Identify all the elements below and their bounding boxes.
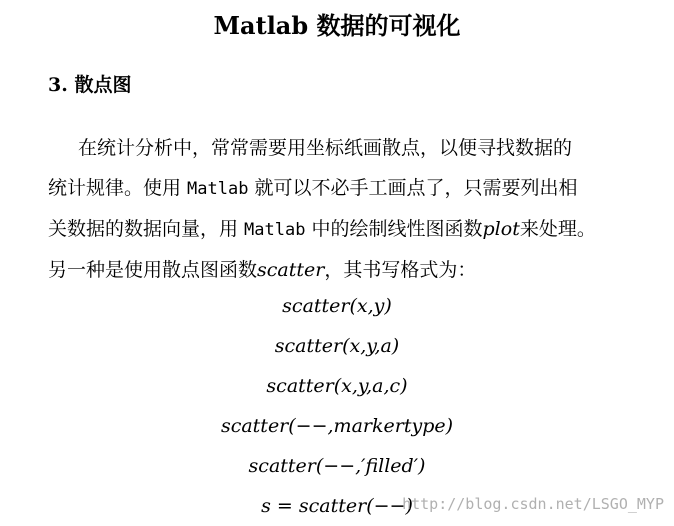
paragraph-line-1 [48,128,638,168]
document-title: Matlab 数据的可视化 [213,11,461,40]
paragraph-text: 来处理。 [519,218,596,240]
paragraph-text: 关数据的数据向量，用 [48,218,245,240]
formula-5: scatter(−−,′filled′) [248,455,426,477]
formula-1: scatter(x,y) [282,295,392,317]
formula-6: s = scatter(−−) [261,495,413,517]
formula-3: scatter(x,y,a,c) [266,375,408,397]
paragraph-line-3 [48,209,638,250]
paragraph-line-2 [48,168,638,209]
inline-math-scatter: scatter [257,259,325,281]
formula-list [0,286,674,526]
formula-2: scatter(x,y,a) [274,335,400,357]
paragraph-text: 另一种是使用散点图函数 [48,259,258,281]
paragraph-line-4 [48,250,638,290]
body-paragraph [48,128,638,290]
paragraph-text: 统计规律。使用 [48,177,188,199]
paragraph-text: ，其书写格式为： [324,259,477,281]
formula-4: scatter(−−,markertype) [220,415,454,437]
inline-math-plot: plot [482,218,520,240]
section-heading: 3. 散点图 [48,74,132,96]
paragraph-text: 就可以不必手工画点了，只需要列出相 [248,177,578,199]
paragraph-text: 在统计分析中，常常需要用坐标纸画散点，以便寻找数据的 [78,137,573,159]
inline-code-matlab: Matlab [187,179,249,199]
inline-code-matlab: Matlab [244,220,306,240]
paragraph-text: 中的绘制线性图函数 [305,218,483,240]
watermark: http://blog.csdn.net/LSGO_MYP [402,495,664,513]
